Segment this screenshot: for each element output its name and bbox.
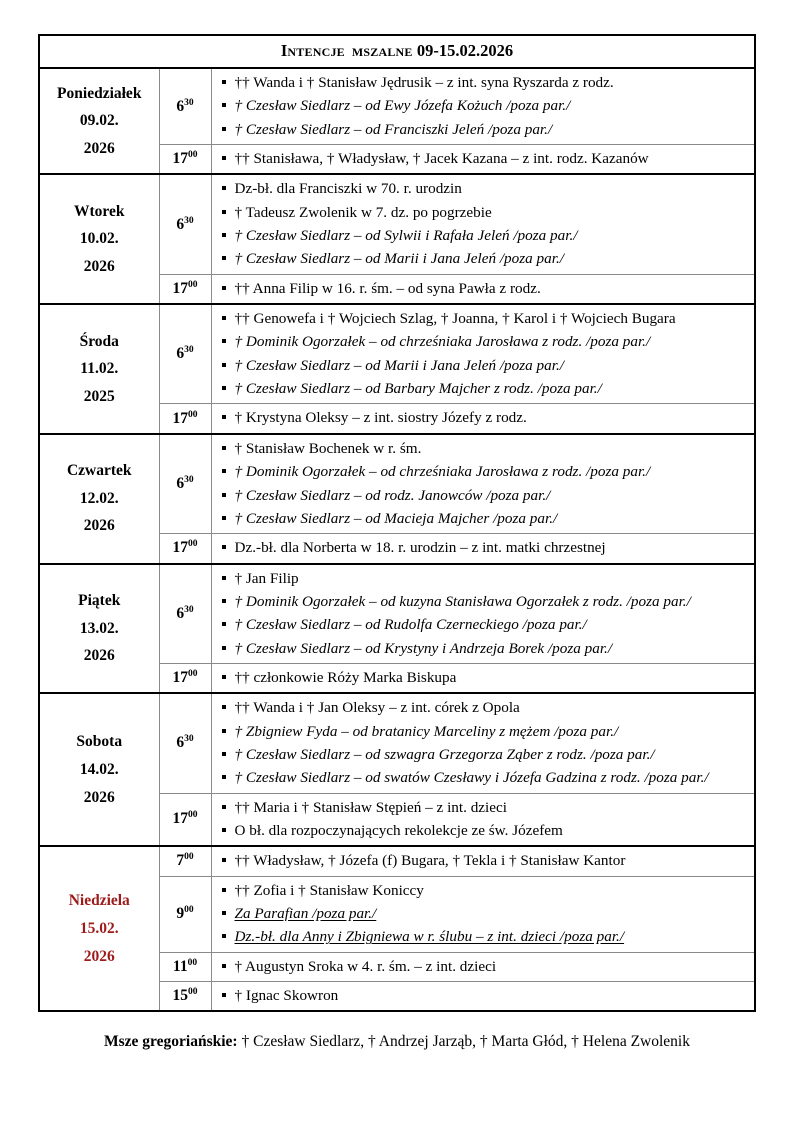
intention-item <box>216 568 749 590</box>
mass-time <box>159 982 211 1012</box>
intention-text: †† Anna Filip w 16. r. śm. – od syna Pawła z rodz. <box>234 279 541 297</box>
intentions-cell <box>211 793 755 846</box>
day-year: 2026 <box>83 517 115 535</box>
intention-item <box>216 148 749 170</box>
intention-text: Dz-bł. dla Franciszki w 70. r. urodzin <box>234 180 462 198</box>
document-title-cell <box>39 35 755 68</box>
mass-time <box>159 174 211 274</box>
intention-text: † Augustyn Sroka w 4. r. śm. – z int. dzieci <box>234 957 497 975</box>
intentions-cell <box>211 434 755 534</box>
day-cell-3 <box>39 304 159 434</box>
intention-text: † Czesław Siedlarz – od Franciszki Jeleń /poza par./ <box>234 120 553 138</box>
intention-item <box>216 407 749 429</box>
day-name: Czwartek <box>66 462 132 480</box>
intention-item <box>216 378 749 400</box>
mass-time-hour: 7 <box>176 852 185 870</box>
mass-time-hour: 17 <box>172 810 188 828</box>
mass-time-hour: 6 <box>176 734 185 752</box>
intention-item <box>216 721 749 743</box>
day-name: Niedziela <box>68 892 130 910</box>
mass-time-minutes: 00 <box>184 852 194 863</box>
intention-item <box>216 355 749 377</box>
day-name: Wtorek <box>73 202 125 220</box>
intention-text: Dz.-bł. dla Anny i Zbigniewa w r. ślubu – z int. dzieci /poza par./ <box>234 928 625 946</box>
footer-label: Msze gregoriańskie: <box>104 1033 238 1051</box>
day-name: Środa <box>79 332 119 350</box>
mass-time <box>159 876 211 952</box>
intention-text: O bł. dla rozpoczynających rekolekcje ze św. Józefem <box>234 821 563 839</box>
document-title <box>281 41 513 60</box>
intentions-cell <box>211 174 755 274</box>
intention-item <box>216 461 749 483</box>
intentions-list <box>216 850 749 872</box>
intention-text: †† Zofia i † Stanisław Koniccy <box>234 881 424 899</box>
title-date-range: 09-15.02.2026 <box>416 41 514 60</box>
intention-text: † Ignac Skowron <box>234 987 339 1005</box>
intentions-list <box>216 148 749 170</box>
day-name: Sobota <box>76 733 123 751</box>
mass-time <box>159 564 211 664</box>
mass-time-minutes: 30 <box>184 215 194 226</box>
intention-text: † Czesław Siedlarz – od Sylwii i Rafała Jeleń /poza par./ <box>234 227 578 245</box>
intention-item <box>216 72 749 94</box>
intention-text: †† Maria i † Stanisław Stępień – z int. dzieci <box>234 798 507 816</box>
intention-item <box>216 178 749 200</box>
intention-text: † Dominik Ogorzałek – od chrześniaka Jarosława z rodz. /poza par./ <box>234 333 651 351</box>
mass-time-hour: 17 <box>172 409 188 427</box>
intention-item <box>216 797 749 819</box>
intentions-cell <box>211 876 755 952</box>
intention-item <box>216 278 749 300</box>
intention-item <box>216 850 749 872</box>
intention-item <box>216 485 749 507</box>
intentions-cell <box>211 564 755 664</box>
intentions-list <box>216 985 749 1007</box>
intention-item <box>216 331 749 353</box>
intention-item <box>216 537 749 559</box>
intention-text: †† Genowefa i † Wojciech Szlag, † Joanna, † Karol i † Wojciech Bugara <box>234 310 676 328</box>
mass-time-minutes: 00 <box>188 409 198 420</box>
intention-text: †† Stanisława, † Władysław, † Jacek Kazana – z int. rodz. Kazanów <box>234 150 649 168</box>
intention-text: † Tadeusz Zwolenik w 7. dz. po pogrzebie <box>234 203 492 221</box>
mass-time-minutes: 00 <box>188 810 198 821</box>
day-cell-2 <box>39 174 159 304</box>
mass-time-hour: 17 <box>172 150 188 168</box>
intentions-cell <box>211 534 755 564</box>
mass-time <box>159 663 211 693</box>
day-year: 2026 <box>83 647 115 665</box>
day-name: Piątek <box>78 592 121 610</box>
mass-time-hour: 6 <box>176 475 185 492</box>
intention-text: † Czesław Siedlarz – od swatów Czesławy i Józefa Gadzina z rodz. /poza par./ <box>234 769 709 787</box>
day-cell-6 <box>39 693 159 846</box>
intentions-list <box>216 667 749 689</box>
intention-text: † Czesław Siedlarz – od Ewy Józefa Kożuch /poza par./ <box>234 97 571 115</box>
day-cell-1 <box>39 68 159 174</box>
mass-time <box>159 952 211 981</box>
intention-text: † Jan Filip <box>234 569 299 587</box>
mass-time-hour: 17 <box>172 669 188 687</box>
mass-time-minutes: 00 <box>187 957 198 968</box>
mass-time <box>159 434 211 534</box>
intentions-list <box>216 880 749 949</box>
intentions-cell <box>211 404 755 434</box>
intention-item <box>216 614 749 636</box>
mass-time-minutes: 00 <box>188 539 198 550</box>
intention-item <box>216 95 749 117</box>
mass-intentions-table <box>38 34 756 1012</box>
intentions-cell <box>211 846 755 876</box>
intention-item <box>216 880 749 902</box>
day-year: 2026 <box>83 788 115 806</box>
intention-item <box>216 638 749 660</box>
day-cell-5 <box>39 564 159 694</box>
intention-item <box>216 903 749 925</box>
mass-time <box>159 145 211 175</box>
intention-text: † Dominik Ogorzałek – od chrześniaka Jarosława z rodz. /poza par./ <box>234 463 651 481</box>
intentions-list <box>216 568 749 660</box>
intentions-cell <box>211 145 755 175</box>
mass-time-hour: 9 <box>176 905 185 923</box>
intention-item <box>216 202 749 224</box>
mass-time-minutes: 30 <box>184 474 194 485</box>
intentions-list <box>216 697 749 789</box>
day-name: Poniedziałek <box>57 84 142 102</box>
schedule-row <box>39 564 755 664</box>
intention-text: † Dominik Ogorzałek – od kuzyna Stanisława Ogorzałek z rodz. /poza par./ <box>234 592 691 610</box>
intention-text: † Czesław Siedlarz – od Marii i Jana Jeleń /poza par./ <box>234 250 564 268</box>
intentions-cell <box>211 274 755 304</box>
intention-text: †† Władysław, † Józefa (f) Bugara, † Tekla i † Stanisław Kantor <box>234 852 626 870</box>
mass-time-hour: 6 <box>176 604 185 622</box>
mass-time-hour: 6 <box>176 345 185 363</box>
intention-item <box>216 667 749 689</box>
intention-item <box>216 744 749 766</box>
day-date: 09.02. <box>79 112 119 130</box>
mass-time-minutes: 30 <box>184 734 194 745</box>
intention-item <box>216 119 749 141</box>
intention-text: † Czesław Siedlarz – od Marii i Jana Jeleń /poza par./ <box>234 356 564 374</box>
title-word-mszalne: mszalne <box>351 41 413 60</box>
schedule-row <box>39 846 755 876</box>
day-year: 2026 <box>83 139 115 157</box>
title-word-intencje: Intencje <box>280 41 345 60</box>
mass-time <box>159 404 211 434</box>
footer-names: † Czesław Siedlarz, † Andrzej Jarząb, † Marta Głód, † Helena Zwolenik <box>241 1033 690 1051</box>
intention-text: † Czesław Siedlarz – od Krystyny i Andrzeja Borek /poza par./ <box>234 639 613 657</box>
schedule-row <box>39 693 755 793</box>
intention-text: † Krystyna Oleksy – z int. siostry Józefy z rodz. <box>234 409 527 427</box>
mass-time-hour: 15 <box>172 987 188 1005</box>
intention-item <box>216 225 749 247</box>
day-year: 2025 <box>83 387 115 405</box>
intention-text: † Czesław Siedlarz – od szwagra Grzegorza Ząber z rodz. /poza par./ <box>234 745 655 763</box>
schedule-row <box>39 68 755 145</box>
intentions-list <box>216 797 749 843</box>
mass-time-hour: 6 <box>176 215 185 233</box>
mass-time-minutes: 00 <box>188 279 198 290</box>
intention-item <box>216 308 749 330</box>
intention-item <box>216 508 749 530</box>
mass-time <box>159 304 211 404</box>
intention-text: † Stanisław Bochenek w r. śm. <box>234 439 422 457</box>
intention-text: † Czesław Siedlarz – od rodz. Janowców /poza par./ <box>234 486 551 504</box>
schedule-row <box>39 304 755 404</box>
day-cell-7 <box>39 846 159 1011</box>
intention-text: †† Wanda i † Stanisław Jędrusik – z int. syna Ryszarda z rodz. <box>234 74 614 91</box>
intention-text: † Czesław Siedlarz – od Macieja Majcher /poza par./ <box>234 509 558 527</box>
day-date: 11.02. <box>80 360 119 378</box>
intention-item <box>216 985 749 1007</box>
mass-time-minutes: 00 <box>188 668 198 679</box>
intentions-cell <box>211 304 755 404</box>
mass-time-minutes: 00 <box>184 905 194 916</box>
intention-item <box>216 438 749 460</box>
intentions-cell <box>211 693 755 793</box>
mass-time <box>159 693 211 793</box>
day-date: 10.02. <box>79 230 119 248</box>
intentions-list <box>216 278 749 300</box>
day-date: 14.02. <box>79 760 119 778</box>
day-cell-4 <box>39 434 159 564</box>
mass-time-hour: 17 <box>172 279 188 297</box>
day-date: 15.02. <box>79 920 119 938</box>
intention-text: Dz.-bł. dla Norberta w 18. r. urodzin – z int. matki chrzestnej <box>234 539 606 557</box>
intention-item <box>216 956 749 978</box>
mass-time-hour: 6 <box>176 97 185 115</box>
intentions-cell <box>211 68 755 145</box>
intentions-cell <box>211 663 755 693</box>
mass-time <box>159 274 211 304</box>
day-date: 13.02. <box>79 619 119 637</box>
table-title-row <box>39 35 755 68</box>
intention-item <box>216 820 749 842</box>
intention-item <box>216 591 749 613</box>
day-year: 2026 <box>83 258 115 276</box>
intention-text: Za Parafian /poza par./ <box>234 905 377 922</box>
intentions-cell <box>211 982 755 1012</box>
mass-time-hour: 17 <box>172 539 188 557</box>
schedule-row <box>39 174 755 274</box>
mass-time-minutes: 30 <box>184 604 194 615</box>
mass-time-minutes: 00 <box>188 150 198 161</box>
mass-time <box>159 846 211 876</box>
intentions-list <box>216 178 749 270</box>
intention-text: †† Wanda i † Jan Oleksy – z int. córek z Opola <box>234 699 520 717</box>
mass-time-minutes: 00 <box>188 987 198 998</box>
intention-text: † Zbigniew Fyda – od bratanicy Marceliny z mężem /poza par./ <box>234 722 619 740</box>
mass-time-minutes: 30 <box>184 345 194 356</box>
mass-time <box>159 534 211 564</box>
intention-item <box>216 767 749 789</box>
intentions-cell <box>211 952 755 981</box>
intentions-list <box>216 308 749 400</box>
intention-text: †† członkowie Róży Marka Biskupa <box>234 668 457 686</box>
mass-time <box>159 68 211 145</box>
intention-item <box>216 926 749 948</box>
mass-time-minutes: 30 <box>184 97 194 108</box>
footer-gregorian-masses <box>38 1031 756 1053</box>
day-date: 12.02. <box>79 489 119 507</box>
schedule-row <box>39 434 755 534</box>
intention-item <box>216 248 749 270</box>
day-year: 2026 <box>83 947 115 965</box>
intentions-list <box>216 956 749 978</box>
intention-text: † Czesław Siedlarz – od Barbary Majcher z rodz. /poza par./ <box>234 380 602 398</box>
mass-time-hour: 11 <box>172 957 188 975</box>
intentions-list <box>216 438 749 530</box>
intention-text: † Czesław Siedlarz – od Rudolfa Czerneckiego /poza par./ <box>234 616 587 634</box>
intentions-list <box>216 407 749 429</box>
mass-time <box>159 793 211 846</box>
intention-item <box>216 697 749 719</box>
intentions-list <box>216 537 749 559</box>
intentions-list <box>216 72 749 141</box>
